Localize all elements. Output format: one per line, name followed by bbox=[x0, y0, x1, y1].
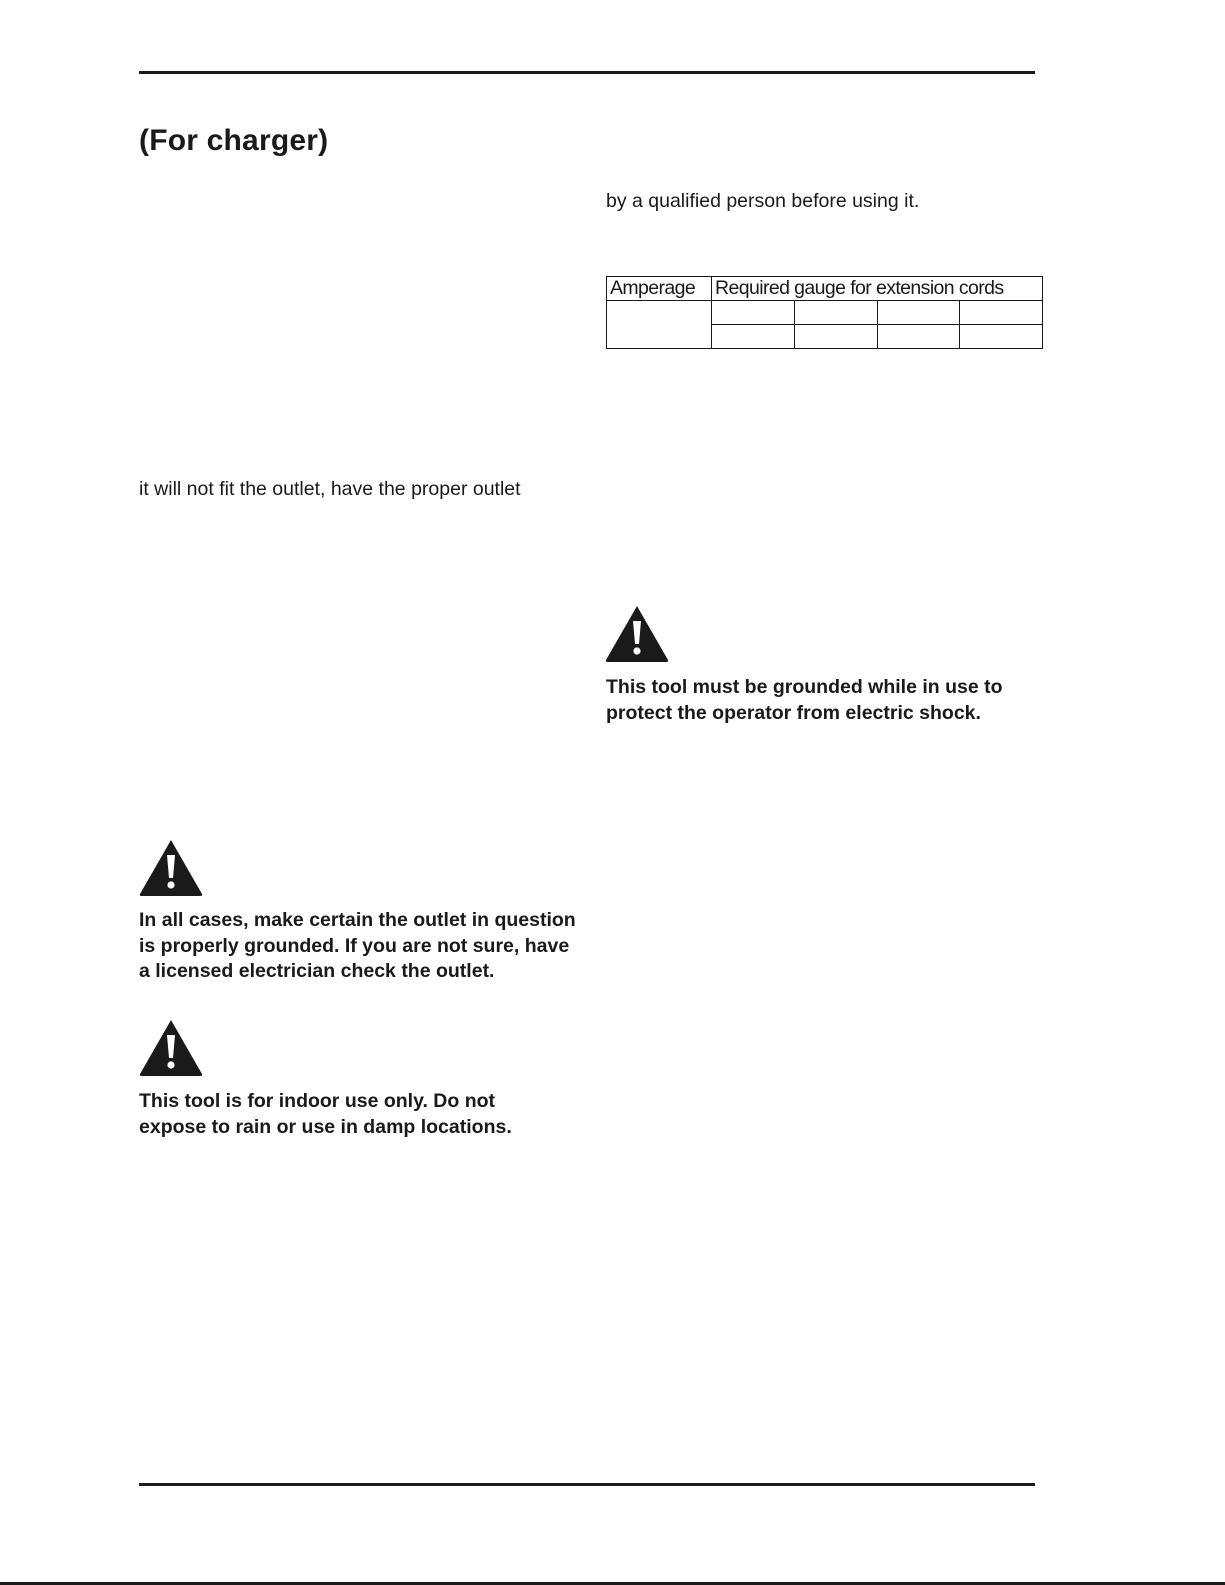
table-cell bbox=[607, 301, 712, 349]
table-row bbox=[607, 301, 1043, 325]
warning-grounded-text: This tool must be grounded while in use to protect the operator from electric shock. bbox=[606, 676, 1003, 724]
left-outlet-text: it will not fit the outlet, have the proper outlet bbox=[139, 478, 521, 500]
table-cell bbox=[960, 325, 1043, 349]
warning-triangle-icon bbox=[138, 1018, 204, 1077]
extension-cord-table bbox=[606, 276, 1043, 349]
top-rule bbox=[139, 71, 1035, 74]
table-cell bbox=[794, 301, 877, 325]
table-header-row bbox=[607, 277, 1043, 301]
table-cell bbox=[712, 325, 795, 349]
table-cell bbox=[877, 325, 960, 349]
bottom-rule bbox=[139, 1483, 1035, 1486]
right-intro-text: by a qualified person before using it. bbox=[606, 190, 920, 212]
table-cell bbox=[794, 325, 877, 349]
warning-triangle-icon bbox=[138, 838, 204, 897]
table-cell bbox=[712, 301, 795, 325]
header-required-gauge: Required gauge for extension cords bbox=[712, 277, 1043, 301]
table-cell bbox=[877, 301, 960, 325]
warning-indoor-text: This tool is for indoor use only. Do not expose to rain or use in damp locations. bbox=[139, 1090, 512, 1138]
page-title: (For charger) bbox=[139, 124, 329, 157]
warning-outlet-text: In all cases, make certain the outlet in question is properly grounded. If you are not sure, have a licensed electrician check the outlet. bbox=[139, 909, 576, 982]
warning-triangle-icon bbox=[604, 604, 670, 663]
header-amperage: Amperage bbox=[607, 277, 712, 301]
table-cell bbox=[960, 301, 1043, 325]
